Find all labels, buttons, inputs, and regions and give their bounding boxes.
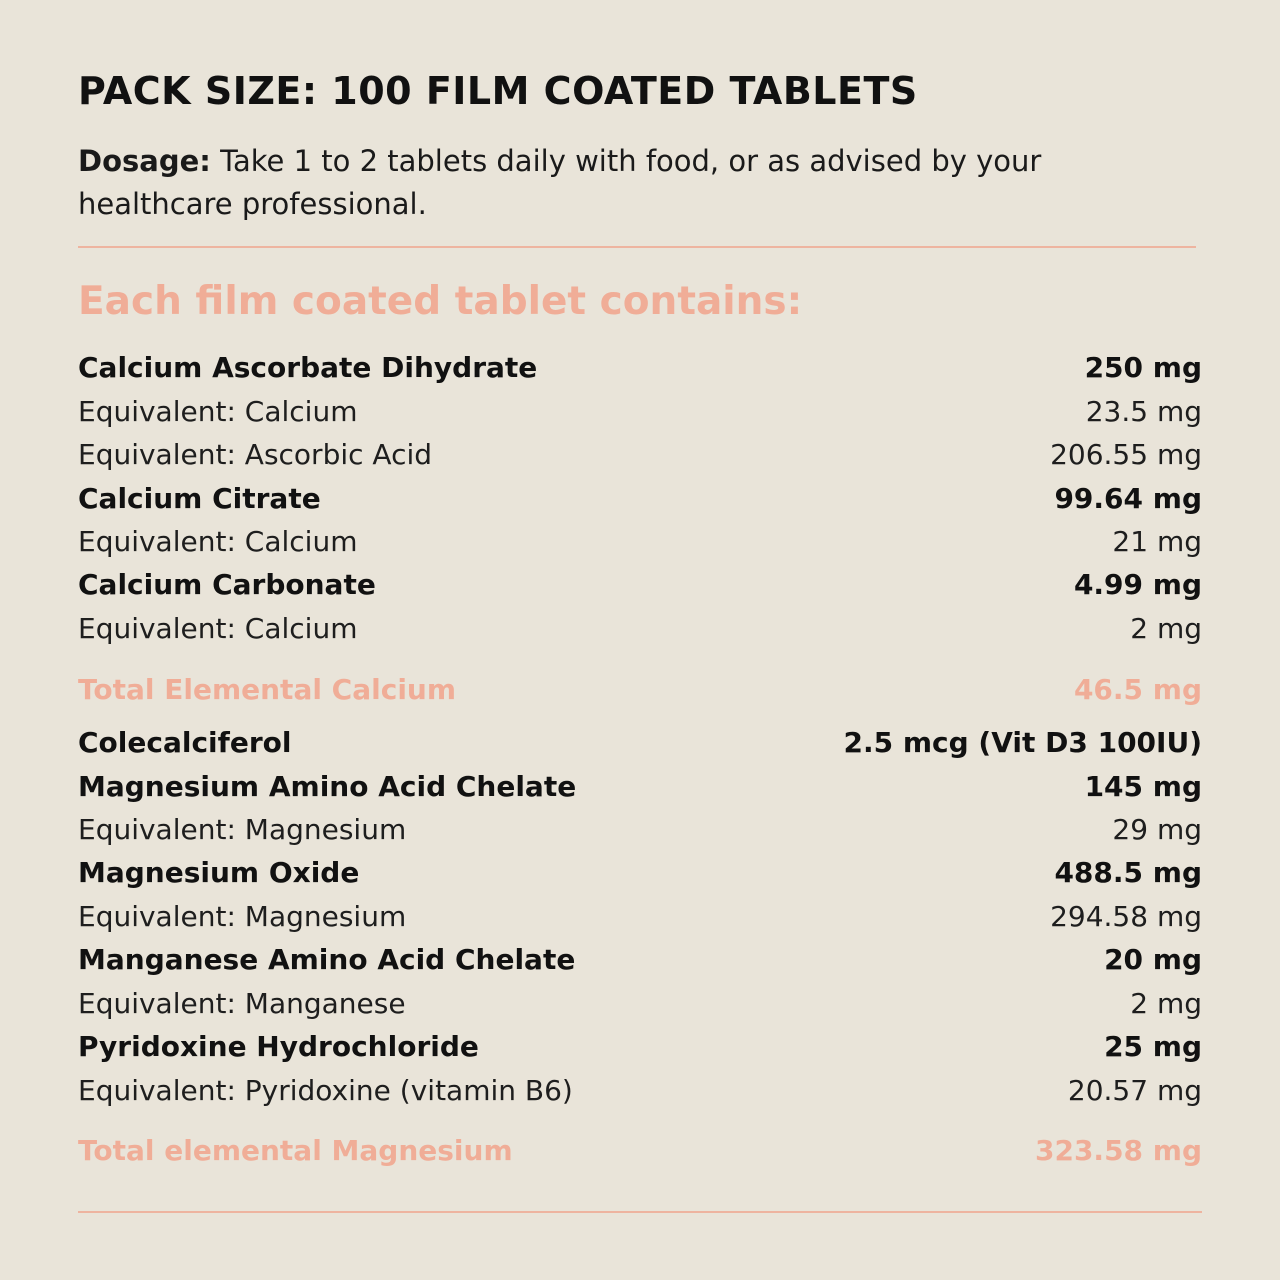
ingredient-row [78,433,1202,476]
ingredient-row [78,477,1202,520]
ingredient-name: Equivalent: Manganese [78,987,406,1020]
ingredient-name: Calcium Citrate [78,482,321,515]
bottom-divider [78,1211,1202,1213]
ingredient-amount: 25 mg [1104,1030,1202,1063]
ingredient-row [78,808,1202,851]
ingredient-name: Magnesium Amino Acid Chelate [78,770,577,803]
ingredient-row [78,1025,1202,1068]
ingredient-row [78,390,1202,433]
ingredient-amount: 23.5 mg [1085,395,1202,428]
ingredient-amount: 2 mg [1130,612,1202,645]
ingredient-row [78,982,1202,1025]
dosage-label: Dosage: [78,144,211,178]
ingredient-name: Equivalent: Calcium [78,395,358,428]
pack-size-heading: PACK SIZE: 100 FILM COATED TABLETS [78,69,918,113]
ingredient-amount: 20.57 mg [1067,1074,1202,1107]
total-amount: 46.5 mg [1073,673,1202,706]
total-magnesium-row [78,1129,1202,1172]
ingredient-amount: 29 mg [1112,813,1202,846]
ingredient-amount: 21 mg [1112,525,1202,558]
dosage-text: Take 1 to 2 tablets daily with food, or as advised by your healthcare professional. [78,144,1042,221]
ingredient-name: Calcium Ascorbate Dihydrate [78,351,538,384]
ingredient-amount: 250 mg [1084,351,1202,384]
ingredient-name: Equivalent: Ascorbic Acid [78,438,433,471]
ingredient-row [78,851,1202,894]
ingredient-amount: 206.55 mg [1050,438,1202,471]
ingredient-amount: 294.58 mg [1050,900,1202,933]
ingredient-row [78,520,1202,563]
ingredient-name: Equivalent: Calcium [78,525,358,558]
ingredient-row [78,765,1202,808]
ingredient-name: Equivalent: Magnesium [78,900,407,933]
ingredient-amount: 488.5 mg [1054,856,1202,889]
ingredient-row [78,895,1202,938]
ingredient-name: Magnesium Oxide [78,856,360,889]
ingredient-amount: 4.99 mg [1073,568,1202,601]
ingredient-row [78,938,1202,981]
ingredient-row [78,607,1202,650]
section-title: Each film coated tablet contains: [78,279,803,324]
ingredient-name: Equivalent: Magnesium [78,813,407,846]
top-divider [78,246,1196,248]
ingredient-row [78,346,1202,389]
ingredient-row [78,1069,1202,1112]
ingredient-amount: 99.64 mg [1054,482,1202,515]
ingredient-name: Equivalent: Calcium [78,612,358,645]
ingredient-name: Equivalent: Pyridoxine (vitamin B6) [78,1074,573,1107]
total-name: Total Elemental Calcium [78,673,457,706]
total-amount: 323.58 mg [1034,1134,1202,1167]
ingredient-amount: 145 mg [1084,770,1202,803]
total-calcium-row [78,668,1202,711]
ingredient-row [78,563,1202,606]
ingredient-amount: 2.5 mcg (Vit D3 100IU) [843,726,1202,759]
ingredient-name: Pyridoxine Hydrochloride [78,1030,479,1063]
ingredient-amount: 2 mg [1130,987,1202,1020]
ingredient-row [78,721,1202,764]
dosage-paragraph [78,140,1138,226]
ingredient-name: Manganese Amino Acid Chelate [78,943,576,976]
ingredient-name: Calcium Carbonate [78,568,376,601]
total-name: Total elemental Magnesium [78,1134,513,1167]
ingredient-amount: 20 mg [1104,943,1202,976]
ingredient-name: Colecalciferol [78,726,292,759]
